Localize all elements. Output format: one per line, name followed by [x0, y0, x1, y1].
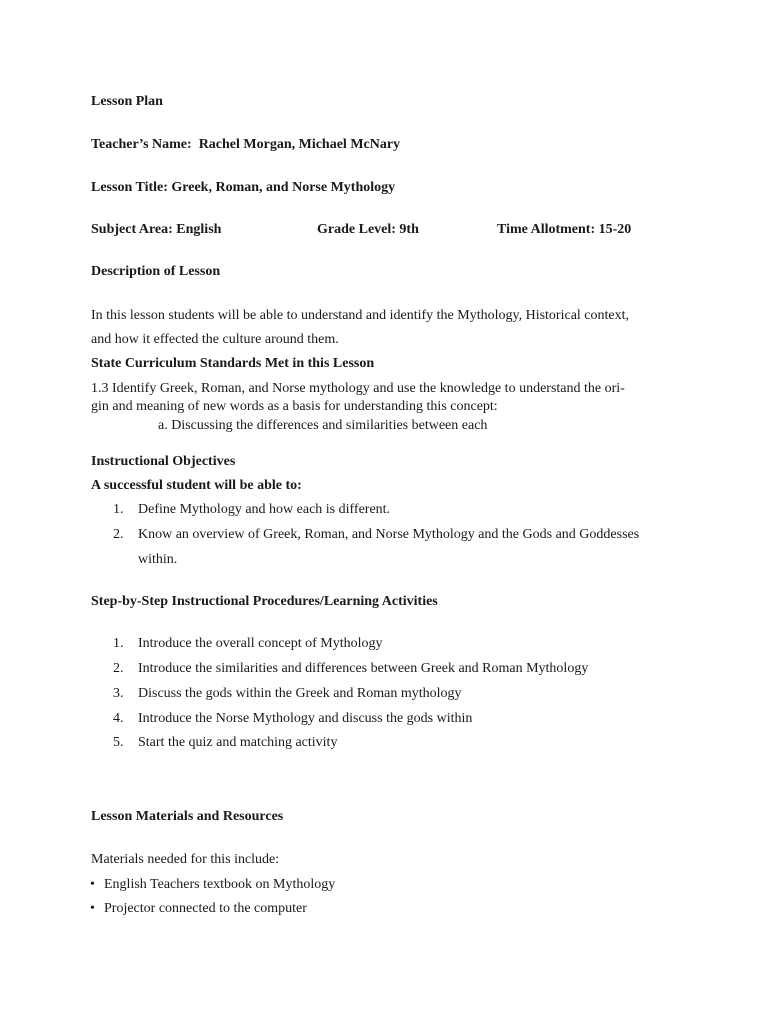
subject-area-value: English — [176, 222, 222, 237]
subject-area-label: Subject Area: — [91, 222, 173, 237]
bullet-icon: • — [90, 901, 95, 916]
objectives-subheading: A successful student will be able to: — [91, 478, 302, 493]
teacher-name-row — [91, 136, 400, 154]
subject-area-row — [91, 221, 221, 239]
objectives-heading: Instructional Objectives — [91, 454, 236, 469]
procedure-number: 5. — [113, 735, 124, 750]
teacher-name-label: Teacher’s Name: — [91, 137, 192, 152]
standards-line-1: 1.3 Identify Greek, Roman, and Norse mythology and use the knowledge to understand the ori- — [91, 381, 625, 396]
grade-level-row — [317, 221, 419, 239]
objective-number: 1. — [113, 502, 124, 517]
standards-line-2: gin and meaning of new words as a basis for understanding this concept: — [91, 399, 498, 414]
grade-level-value: 9th — [399, 222, 419, 237]
objective-text: Define Mythology and how each is different. — [138, 502, 391, 517]
lesson-title-row — [91, 179, 395, 197]
time-allotment-label: Time Allotment: — [497, 222, 596, 237]
objective-number: 2. — [113, 527, 124, 542]
objective-text: Know an overview of Greek, Roman, and Norse Mythology and the Gods and Goddesses — [138, 527, 640, 542]
bullet-icon: • — [90, 877, 95, 892]
lesson-title-value: Greek, Roman, and Norse Mythology — [171, 180, 396, 195]
material-item: English Teachers textbook on Mythology — [104, 877, 336, 892]
procedure-text: Introduce the Norse Mythology and discuss the gods within — [138, 711, 473, 726]
document-type: Lesson Plan — [91, 94, 163, 109]
procedure-text: Start the quiz and matching activity — [138, 735, 338, 750]
procedure-text: Introduce the similarities and differences between Greek and Roman Mythology — [138, 661, 589, 676]
description-line-1: In this lesson students will be able to understand and identify the Mythology, Historical context, — [91, 308, 630, 323]
procedure-number: 4. — [113, 711, 124, 726]
procedure-number: 3. — [113, 686, 124, 701]
materials-intro: Materials needed for this include: — [91, 852, 280, 867]
description-heading: Description of Lesson — [91, 264, 221, 279]
grade-level-label: Grade Level: — [317, 222, 396, 237]
procedure-text: Discuss the gods within the Greek and Roman mythology — [138, 686, 462, 701]
lesson-title-label: Lesson Title: — [91, 180, 168, 195]
time-allotment-value: 15-20 — [598, 222, 632, 237]
procedure-number: 2. — [113, 661, 124, 676]
standards-heading: State Curriculum Standards Met in this Lesson — [91, 356, 375, 371]
teacher-name-value: Rachel Morgan, Michael McNary — [198, 137, 401, 152]
materials-heading: Lesson Materials and Resources — [91, 809, 284, 824]
procedure-text: Introduce the overall concept of Mythology — [138, 636, 383, 651]
material-item: Projector connected to the computer — [104, 901, 307, 916]
standards-subitem: a. Discussing the differences and similarities between each — [158, 418, 488, 433]
time-allotment-row — [497, 221, 631, 239]
procedure-number: 1. — [113, 636, 124, 651]
description-line-2: and how it effected the culture around them. — [91, 332, 339, 347]
procedures-heading: Step-by-Step Instructional Procedures/Learning Activities — [91, 594, 438, 609]
objective-text-continued: within. — [138, 552, 178, 567]
